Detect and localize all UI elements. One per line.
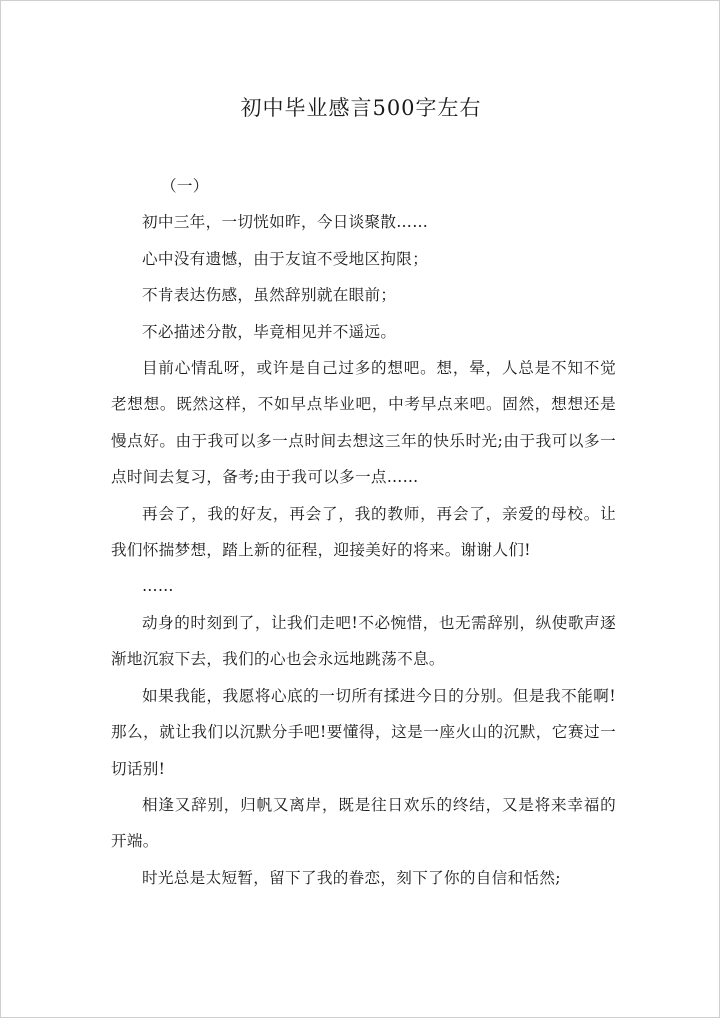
- paragraph: 初中三年，一切恍如昨，今日谈聚散……: [142, 213, 429, 232]
- paragraph: 再会了，我的好友，再会了，我的教师，再会了，亲爱的母校。让我们怀揣梦想，踏上新的征程，迎接美好的将来。谢谢人们!: [111, 504, 616, 560]
- paragraph: 相逢又辞别，归帆又离岸，既是往日欢乐的终结，又是将来幸福的开端。: [111, 795, 616, 851]
- paragraph: 目前心情乱呀，或许是自己过多的想吧。想，晕，人总是不知不觉老想想。既然这样，不如早点毕业吧，中考早点来吧。固然，想想还是慢点好。由于我可以多一点时间去想这三年的快乐时光;由于我可以多一点时间去复习，备考;由于我可以多一点……: [111, 359, 616, 487]
- section-number: （一）: [161, 177, 209, 195]
- paragraph: 心中没有遗憾，由于友谊不受地区拘限；: [142, 249, 429, 268]
- paragraph: 不必描述分散，毕竟相见并不遥远。: [142, 322, 397, 341]
- paragraph: 如果我能，我愿将心底的一切所有揉进今日的分别。但是我不能啊!那么，就让我们以沉默分手吧!要懂得，这是一座火山的沉默，它赛过一切话别!: [111, 686, 616, 778]
- paragraph: 不肯表达伤感，虽然辞别就在眼前；: [142, 286, 397, 305]
- document-body: [111, 168, 616, 896]
- paragraph: ……: [142, 577, 174, 596]
- paragraph: 动身的时刻到了，让我们走吧!不必惋惜，也无需辞别，纵使歌声逐渐地沉寂下去，我们的心也会永远地跳荡不息。: [111, 613, 616, 669]
- document-title: 初中毕业感言500字左右: [240, 96, 482, 120]
- paragraph: 时光总是太短暂，留下了我的眷恋，刻下了你的自信和恬然;: [142, 868, 561, 887]
